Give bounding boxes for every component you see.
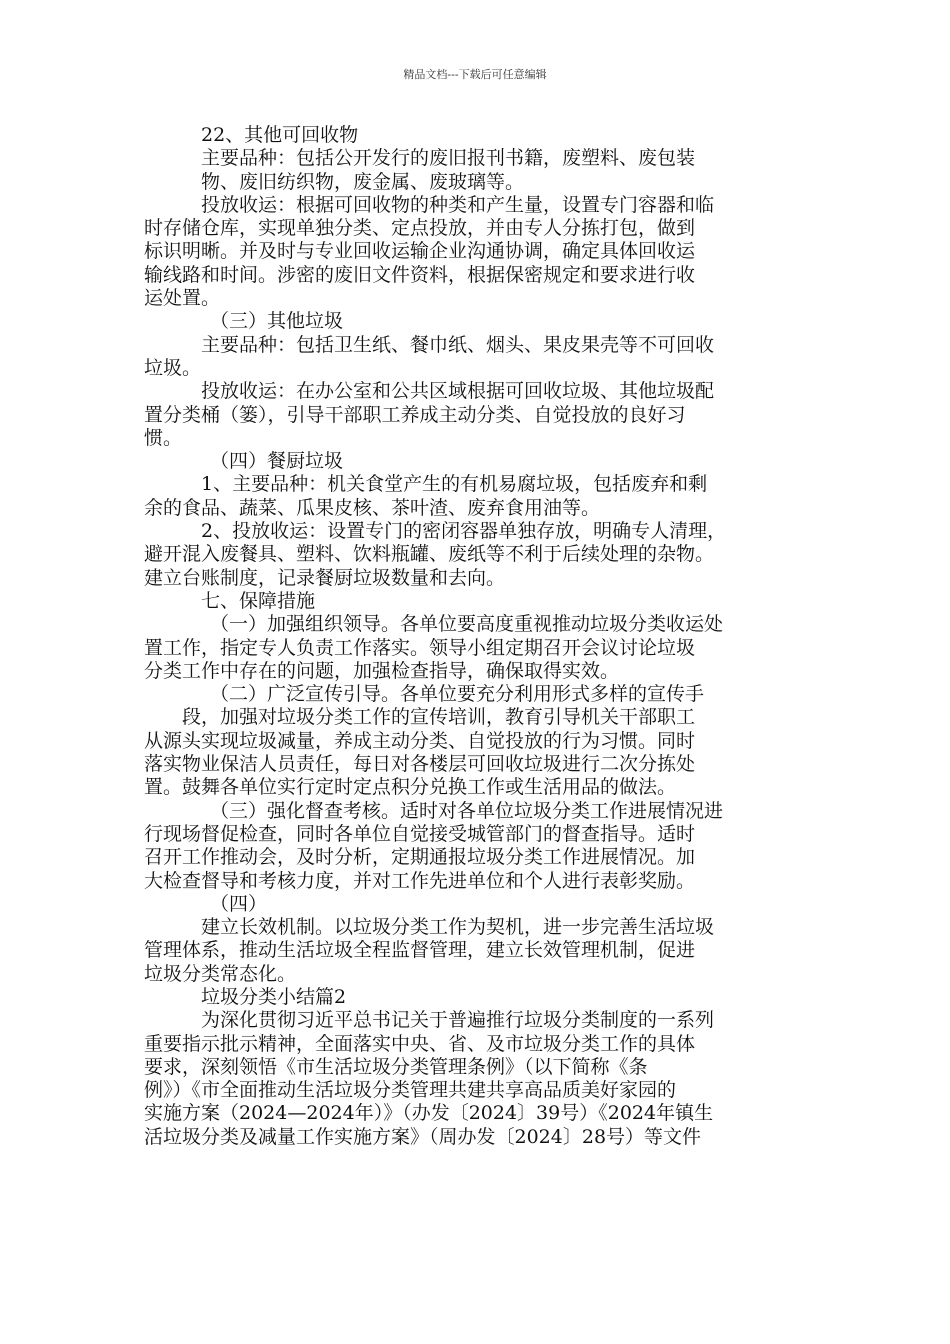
paragraph-line: 主要品种：包括卫生纸、餐巾纸、烟头、果皮果壳等不可回收 [201, 333, 715, 356]
paragraph-line: 活垃圾分类及减量工作实施方案》（周办发〔2024〕28号）等文件 [144, 1125, 702, 1148]
paragraph-line: 输线路和时间。涉密的废旧文件资料，根据保密规定和要求进行收 [144, 263, 696, 286]
paragraph-line: 垃圾分类常态化。 [144, 962, 297, 985]
paragraph-line: 建立台账制度，记录餐厨垃圾数量和去向。 [144, 566, 506, 589]
paragraph-line: 惯。 [144, 426, 183, 449]
paragraph-line: 置。鼓舞各单位实行定时定点积分兑换工作或生活用品的做法。 [144, 776, 677, 799]
section-heading: 垃圾分类小结篇2 [201, 985, 347, 1008]
paragraph-line: 投放收运：在办公室和公共区域根据可回收垃圾、其他垃圾配 [201, 380, 715, 403]
section-heading: （三）其他垃圾 [210, 310, 344, 333]
paragraph-line: 管理体系，推动生活垃圾全程监督管理，建立长效管理机制，促进 [144, 939, 696, 962]
document-body [144, 124, 824, 1149]
paragraph-line: 分类工作中存在的问题，加强检查指导，确保取得实效。 [144, 659, 620, 682]
paragraph-line: 例》）《市全面推动生活垃圾分类管理共建共享高品质美好家园的 [144, 1079, 677, 1102]
section-heading: 七、保障措施 [201, 589, 316, 612]
paragraph-line: 标识明晰。并及时与专业回收运输企业沟通协调，确定具体回收运 [144, 240, 696, 263]
paragraph-line: 从源头实现垃圾减量，养成主动分类、自觉投放的行为习惯。同时 [144, 729, 696, 752]
paragraph-line: 落实物业保洁人员责任，每日对各楼层可回收垃圾进行二次分拣处 [144, 753, 696, 776]
paragraph-line: 要求，深刻领悟《市生活垃圾分类管理条例》（以下简称《条 [144, 1055, 648, 1078]
section-heading: （四）餐厨垃圾 [210, 450, 344, 473]
paragraph-line: 重要指示批示精神，全面落实中央、省、及市垃圾分类工作的具体 [144, 1032, 696, 1055]
paragraph-line: 行现场督促检查，同时各单位自觉接受城管部门的督查指导。适时 [144, 822, 696, 845]
paragraph-line: 时存储仓库，实现单独分类、定点投放，并由专人分拣打包，做到 [144, 217, 696, 240]
paragraph-line: 垃圾。 [144, 356, 202, 379]
paragraph-line: （二）广泛宣传引导。各单位要充分利用形式多样的宣传手 [210, 683, 705, 706]
paragraph-line: 置工作，指定专人负责工作落实。领导小组定期召开会议讨论垃圾 [144, 636, 696, 659]
paragraph-line: 置分类桶（篓），引导干部职工养成主动分类、自觉投放的良好习 [144, 403, 686, 426]
paragraph-line: （三）强化督查考核。适时对各单位垃圾分类工作进展情况进 [210, 799, 724, 822]
page-header: 精品文档---下载后可任意编辑 [403, 68, 547, 81]
paragraph-line: 物、废旧纺织物，废金属、废玻璃等。 [201, 170, 525, 193]
section-heading: （四） [210, 892, 268, 915]
paragraph-line: 段，加强对垃圾分类工作的宣传培训，教育引导机关干部职工 [182, 706, 696, 729]
paragraph-line: 主要品种：包括公开发行的废旧报刊书籍，废塑料、废包装 [201, 147, 696, 170]
paragraph-line: 2、投放收运：设置专门的密闭容器单独存放，明确专人清理， [201, 520, 727, 543]
paragraph-line: 余的食品、蔬菜、瓜果皮核、茶叶渣、废弃食用油等。 [144, 496, 601, 519]
paragraph-line: 召开工作推动会，及时分析，定期通报垃圾分类工作进展情况。加 [144, 846, 696, 869]
section-heading: 22、其他可回收物 [201, 124, 359, 146]
paragraph-line: 运处置。 [144, 287, 221, 310]
paragraph-line: 实施方案（2024—2024年）》（办发〔2024〕39号）《2024年镇生 [144, 1102, 714, 1125]
paragraph-line: 投放收运：根据可回收物的种类和产生量，设置专门容器和临 [201, 193, 715, 216]
paragraph-line: 为深化贯彻习近平总书记关于普遍推行垃圾分类制度的一系列 [201, 1009, 715, 1032]
paragraph-line: 大检查督导和考核力度，并对工作先进单位和个人进行表彰奖励。 [144, 869, 696, 892]
paragraph-line: 避开混入废餐具、塑料、饮料瓶罐、废纸等不利于后续处理的杂物。 [144, 543, 715, 566]
paragraph-line: （一）加强组织领导。各单位要高度重视推动垃圾分类收运处 [210, 613, 724, 636]
paragraph-line: 建立长效机制。以垃圾分类工作为契机，进一步完善生活垃圾 [201, 916, 715, 939]
paragraph-line: 1、主要品种：机关食堂产生的有机易腐垃圾，包括废弃和剩 [201, 473, 708, 496]
